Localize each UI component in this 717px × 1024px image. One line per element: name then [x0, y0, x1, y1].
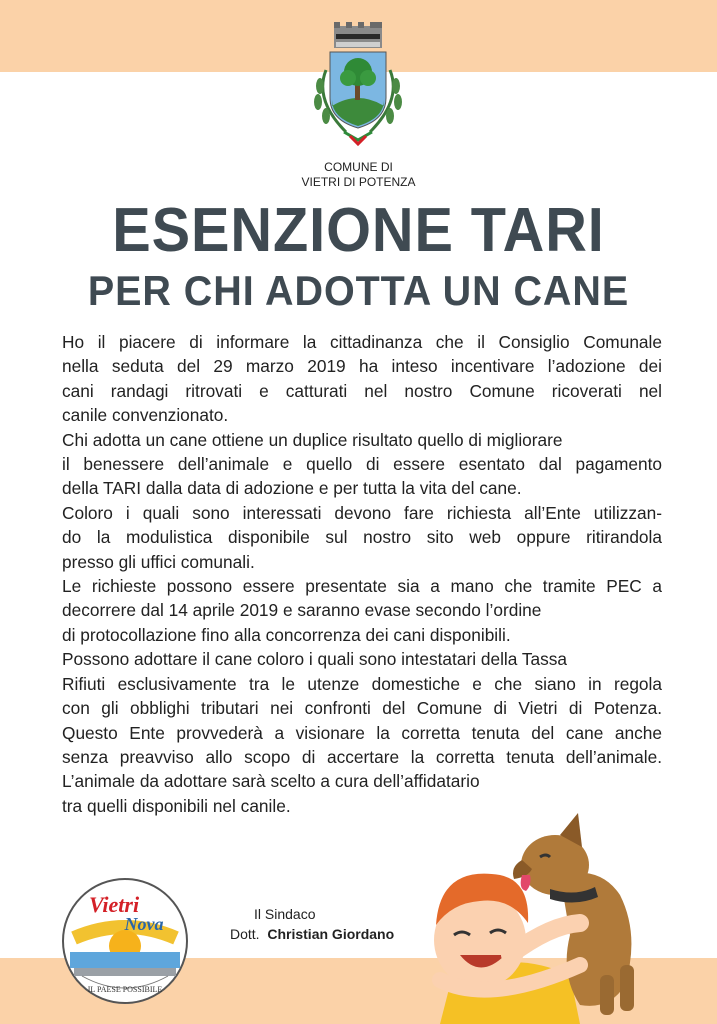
logo-word-nova: Nova [124, 914, 164, 934]
municipality-line-2: VIETRI DI POTENZA [301, 175, 416, 189]
body-line: con gli obblighi tributari nei confronti del Comune di Vietri di Potenza. [62, 698, 662, 719]
mayor-prefix: Dott. [230, 926, 260, 942]
vietri-nova-logo [60, 876, 190, 1006]
body-line: senza preavviso allo scopo di accertare la corretta tenuta dell’animale. [62, 746, 662, 767]
body-line: della TARI dalla data di adozione e per tutta la vita del cane. [62, 478, 522, 499]
boy-hugging-dog-illustration [410, 805, 710, 1024]
main-title: ESENZIONE TARI [112, 196, 605, 265]
body-line: Coloro i quali sono interessati devono fare richiesta all’Ente utilizzan- [62, 502, 662, 523]
municipality-name [0, 160, 717, 190]
coat-of-arms-icon [296, 20, 420, 150]
body-line: cani randagi ritrovati e catturati nel nostro Comune ricoverati nel [62, 380, 662, 401]
sub-title: PER CHI ADOTTA UN CANE [87, 267, 630, 314]
body-line: decorrere dal 14 aprile 2019 e saranno evase secondo l’ordine [62, 600, 542, 621]
body-line: di protocollazione fino alla concorrenza dei cani disponibili. [62, 624, 511, 645]
mayor-title: Il Sindaco [254, 906, 316, 922]
logo-word-vietri: Vietri [88, 892, 140, 917]
body-line: Questo Ente provvederà a visionare la corretta tenuta del cane anche [62, 722, 662, 743]
body-line: tra quelli disponibili nel canile. [62, 795, 291, 816]
body-line: do la modulistica disponibile sul nostro sito web oppure ritirandola [62, 527, 662, 548]
body-line: Ho il piacere di informare la cittadinanza che il Consiglio Comunale [62, 332, 662, 352]
body-line: L’animale da adottare sarà scelto a cura dell’affidatario [62, 771, 480, 792]
municipality-line-1: COMUNE DI [324, 160, 393, 174]
logo-slogan: IL PAESE POSSIBILE [87, 985, 163, 994]
body-line: presso gli uffici comunali. [62, 551, 255, 572]
mayor-signature [230, 926, 394, 942]
body-line: Rifiuti esclusivamente tra le utenze domestiche e che siano in regola [62, 673, 662, 694]
announcement-body [62, 330, 662, 818]
mayor-name: Christian Giordano [267, 926, 395, 942]
body-line: nella seduta del 29 marzo 2019 ha inteso incentivare l’adozione dei [62, 356, 662, 377]
body-line: canile convenzionato. [62, 405, 229, 426]
body-line: Chi adotta un cane ottiene un duplice risultato quello di migliorare [62, 429, 563, 450]
body-line: Possono adottare il cane coloro i quali sono intestatari della Tassa [62, 649, 567, 670]
body-line: Le richieste possono essere presentate sia a mano che tramite PEC a [62, 576, 662, 597]
body-line: il benessere dell’animale e quello di essere esentato dal pagamento [62, 454, 662, 475]
